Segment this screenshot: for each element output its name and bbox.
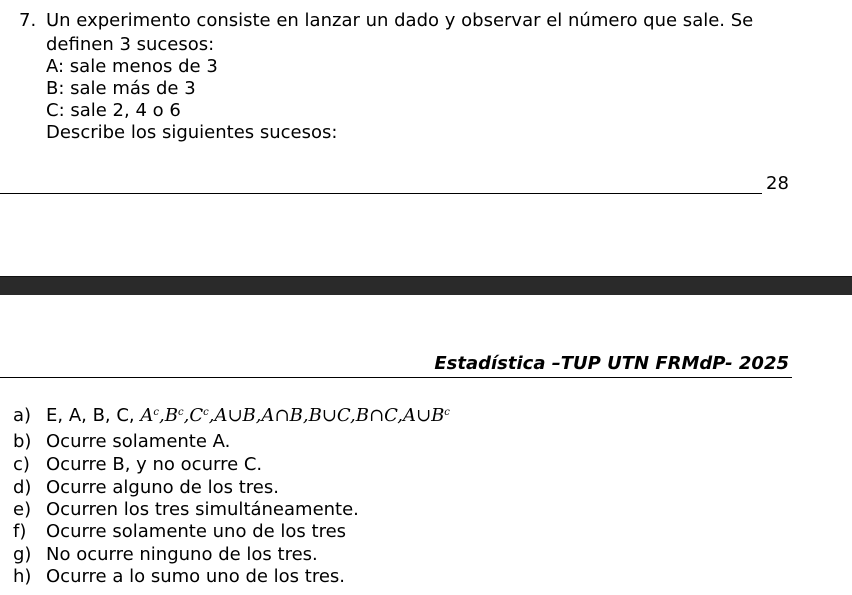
item-text: Ocurre a lo sumo uno de los tres. [46, 566, 346, 587]
event-c: C: sale 2, 4 o 6 [46, 100, 181, 121]
page-number: 28 [766, 173, 789, 194]
item-label: e) [13, 499, 32, 520]
item-label: b) [13, 431, 32, 452]
item-text: Ocurren los tres simultáneamente. [46, 499, 359, 520]
list-item-f [13, 521, 346, 543]
set-expression: $A^c,B^c,C^c,A\cup B,A\cap B,B\cup C,B\cap C,A\cup B^c$ [140, 405, 450, 426]
item-label: g) [13, 544, 32, 565]
list-item-d [13, 477, 279, 499]
question-text-line2: definen 3 sucesos: [46, 34, 215, 55]
list-item-b [13, 431, 230, 453]
list-item-a [13, 405, 450, 427]
list-item-g [13, 544, 318, 566]
list-item-e [13, 499, 359, 521]
item-label: f) [13, 521, 27, 542]
item-text: Ocurre solamente A. [46, 431, 231, 452]
question-number: 7. [19, 10, 37, 31]
item-label: h) [13, 566, 32, 587]
item-label: c) [13, 454, 30, 475]
item-text: Ocurre solamente uno de los tres [46, 521, 347, 542]
item-text: No ocurre ninguno de los tres. [46, 544, 318, 565]
item-label: a) [13, 405, 32, 426]
list-item-c [13, 454, 262, 476]
event-a: A: sale menos de 3 [46, 56, 218, 77]
page-break [0, 277, 852, 295]
question-instruction: Describe los siguientes sucesos: [46, 122, 338, 143]
item-text: Ocurre alguno de los tres. [46, 477, 279, 498]
header-rule [0, 377, 792, 378]
event-b: B: sale más de 3 [46, 78, 196, 99]
course-header: Estadística –TUP UTN FRMdP- 2025 [434, 353, 789, 374]
footer-rule [0, 193, 762, 194]
list-item-h [13, 566, 345, 588]
item-text: Ocurre B, y no ocurre C. [46, 454, 263, 475]
item-text: E, A, B, C, [46, 405, 135, 426]
item-label: d) [13, 477, 32, 498]
question-text-line1: Un experimento consiste en lanzar un dado y observar el número que sale. Se [46, 10, 754, 31]
